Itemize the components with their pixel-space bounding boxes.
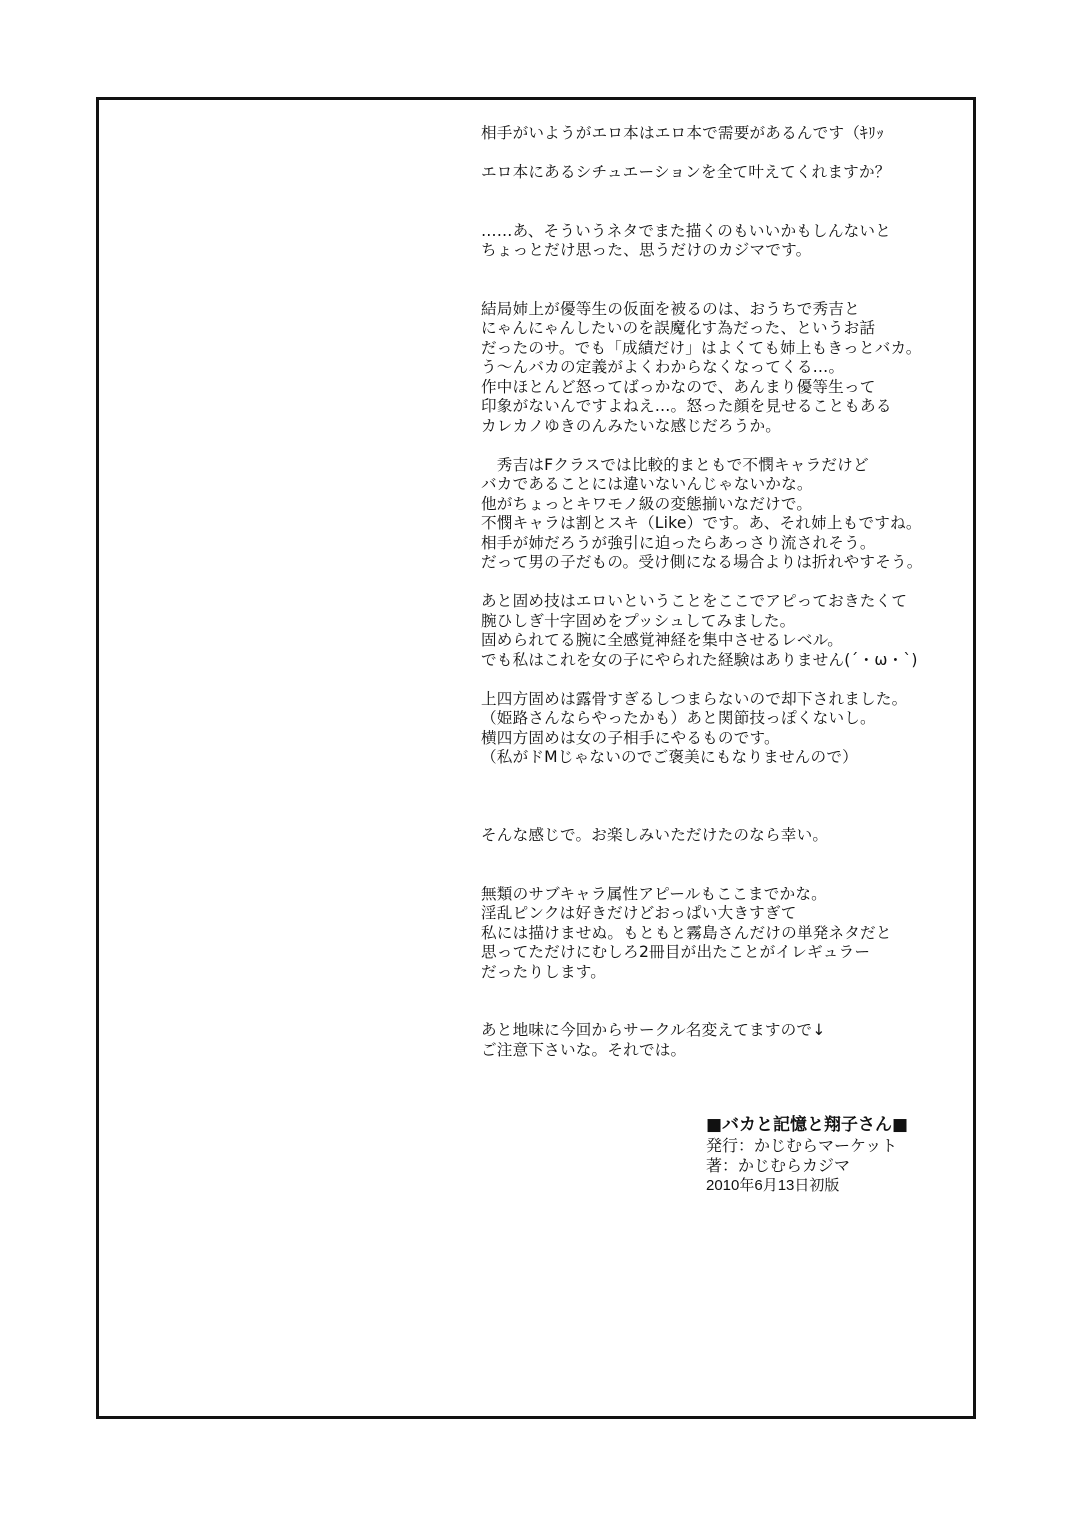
afterword-line: 固められてる腕に全感覚神経を集中させるレベル。 <box>481 631 844 649</box>
afterword-line: あと固め技はエロいということをここでアピっておきたくて <box>481 592 908 610</box>
afterword-line: （姫路さんならやったかも）あと関節技っぽくないし。 <box>481 709 876 727</box>
afterword-line: ご注意下さいな。それでは。 <box>481 1040 687 1059</box>
afterword-line <box>481 865 961 885</box>
afterword-line: 淫乱ピンクは好きだけどおっぱい大きすぎて <box>481 904 797 922</box>
afterword-line <box>481 787 961 807</box>
afterword-line: 結局姉上が優等生の仮面を被るのは、おうちで秀吉と <box>481 299 860 318</box>
afterword-line: だったりします。 <box>481 962 607 981</box>
afterword-line: だったのサ。でも「成績だけ」はよくても姉上もきっとバカ。 <box>481 338 922 357</box>
colophon-title: ■バカと記憶と翔子さん■ <box>706 1115 909 1135</box>
afterword-line: にゃんにゃんしたいのを誤魔化す為だった、というお話 <box>481 319 876 337</box>
afterword-lines <box>481 124 961 1060</box>
afterword-line: そんな感じで。お楽しみいただけたのなら幸い。 <box>481 826 829 844</box>
afterword-line: バカであることには違いないんじゃないかな。 <box>481 475 813 493</box>
afterword-text <box>481 124 961 1060</box>
afterword-line: でも私はこれを女の子にやられた経験はありません(´・ω・`) <box>481 650 918 669</box>
afterword-line <box>481 261 961 281</box>
afterword-line <box>481 144 961 164</box>
colophon-date: 2010年6月13日初版 <box>706 1177 840 1194</box>
afterword-line: 相手がいようがエロ本はエロ本で需要があるんです（ｷﾘｯ <box>481 124 885 142</box>
afterword-line <box>481 436 961 456</box>
afterword-line <box>481 280 961 300</box>
afterword-line <box>481 768 961 788</box>
afterword-line <box>481 982 961 1002</box>
colophon <box>706 1115 966 1196</box>
afterword-line: あと地味に今回からサークル名変えてますので↓ <box>481 1021 826 1039</box>
afterword-line: エロ本にあるシチュエーションを全て叶えてくれますか？ <box>481 163 891 181</box>
afterword-line: 腕ひしぎ十字固めをプッシュしてみました。 <box>481 611 796 630</box>
afterword-line <box>481 202 961 222</box>
afterword-line: 思ってただけにむしろ2冊目が出たことがイレギュラー <box>481 943 871 961</box>
afterword-line <box>481 183 961 203</box>
afterword-line <box>481 573 961 593</box>
afterword-line: 作中ほとんど怒ってばっかなので、あんまり優等生って <box>481 377 876 396</box>
afterword-line <box>481 670 961 690</box>
colophon-author: 著：かじむらカジマ <box>706 1156 851 1175</box>
afterword-line: ちょっとだけ思った、思うだけのカジマです。 <box>481 241 812 259</box>
afterword-line: 私には描けませぬ。もともと霧島さんだけの単発ネタだと <box>481 923 892 942</box>
afterword-line: （私がドMじゃないのでご褒美にもなりませんので） <box>481 748 858 766</box>
colophon-publisher: 発行：かじむらマーケット <box>706 1136 898 1155</box>
afterword-line: 横四方固めは女の子相手にやるものです。 <box>481 728 780 747</box>
afterword-line: 無類のサブキャラ属性アピールもここまでかな。 <box>481 884 827 903</box>
afterword-line: 上四方固めは露骨すぎるしつまらないので却下されました。 <box>481 689 908 708</box>
afterword-line: カレカノゆきのんみたいな感じだろうか。 <box>481 416 782 435</box>
afterword-line: 秀吉はFクラスでは比較的まともで不憫キャラだけど <box>481 455 869 474</box>
afterword-line: う～んバカの定義がよくわからなくなってくる…。 <box>481 358 845 376</box>
afterword-line: 印象がないんですよねえ…。怒った顔を見せることもある <box>481 397 892 415</box>
afterword-line: 不憫キャラは割とスキ（Like）です。あ、それ姉上もですね。 <box>481 514 922 532</box>
afterword-line <box>481 846 961 866</box>
afterword-line <box>481 1002 961 1022</box>
afterword-line <box>481 807 961 827</box>
afterword-line: 他がちょっとキワモノ級の変態揃いなだけで。 <box>481 494 813 513</box>
afterword-line: だって男の子だもの。受け側になる場合よりは折れやすそう。 <box>481 553 923 571</box>
afterword-line: ……あ、そういうネタでまた描くのもいいかもしんないと <box>481 221 892 240</box>
afterword-line: 相手が姉だろうが強引に迫ったらあっさり流されそう。 <box>481 533 876 552</box>
